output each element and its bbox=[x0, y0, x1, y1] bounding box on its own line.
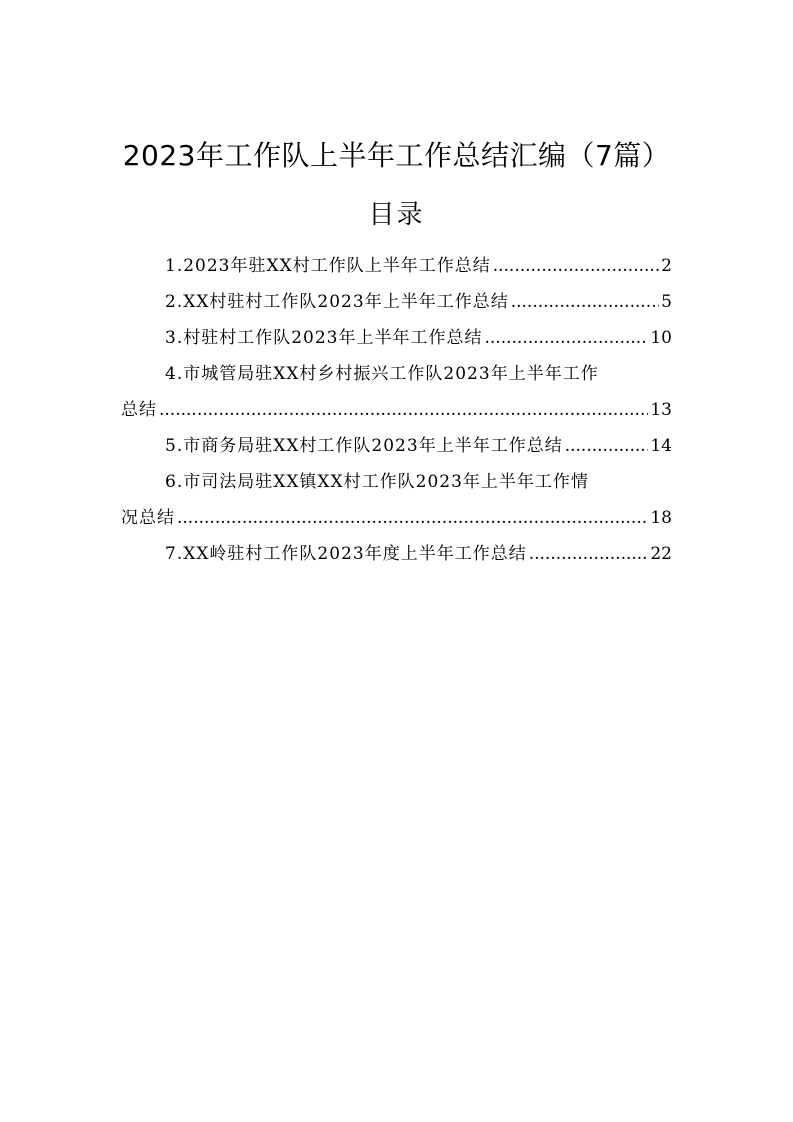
toc-leader-dots bbox=[484, 320, 648, 356]
toc-entry-4[interactable] bbox=[121, 356, 672, 428]
toc-leader-dots bbox=[159, 392, 648, 428]
toc-entry-page: 14 bbox=[650, 436, 672, 456]
toc-leader-dots bbox=[511, 284, 659, 320]
toc-entry-label: 7.XX岭驻村工作队2023年度上半年工作总结 bbox=[165, 544, 527, 564]
toc-entry-label: 5.市商务局驻XX村工作队2023年上半年工作总结 bbox=[165, 436, 563, 456]
toc-entry-page: 10 bbox=[650, 328, 672, 348]
toc-entry-line bbox=[121, 356, 672, 392]
toc-entry-7[interactable] bbox=[121, 536, 672, 572]
toc-leader-dots bbox=[177, 500, 648, 536]
document-title: 2023年工作队上半年工作总结汇编（7篇） bbox=[122, 139, 671, 172]
toc-entry-5[interactable] bbox=[121, 428, 672, 464]
toc-entry-label-line1: 4.市城管局驻XX村乡村振兴工作队2023年上半年工作 bbox=[165, 364, 599, 384]
toc-entry-line bbox=[121, 464, 672, 500]
toc-leader-dots bbox=[529, 536, 649, 572]
toc-leader-dots bbox=[565, 428, 649, 464]
toc-entry-page: 5 bbox=[661, 292, 672, 312]
table-of-contents bbox=[121, 248, 672, 572]
toc-entry-label: 2.XX村驻村工作队2023年上半年工作总结 bbox=[165, 292, 509, 312]
toc-entry-3[interactable] bbox=[121, 320, 672, 356]
toc-entry-1[interactable] bbox=[121, 248, 672, 284]
toc-entry-2[interactable] bbox=[121, 284, 672, 320]
toc-entry-page: 18 bbox=[650, 508, 672, 528]
toc-leader-dots bbox=[493, 248, 659, 284]
toc-entry-label-line2: 况总结 bbox=[121, 508, 175, 528]
toc-heading: 目录 bbox=[368, 200, 425, 230]
toc-entry-label: 1.2023年驻XX村工作队上半年工作总结 bbox=[165, 256, 491, 276]
toc-entry-page: 22 bbox=[650, 544, 672, 564]
toc-entry-page: 13 bbox=[650, 400, 672, 420]
toc-entry-line bbox=[121, 500, 672, 536]
toc-entry-page: 2 bbox=[661, 256, 672, 276]
toc-entry-label-line1: 6.市司法局驻XX镇XX村工作队2023年上半年工作情 bbox=[165, 472, 589, 492]
toc-entry-6[interactable] bbox=[121, 464, 672, 536]
toc-entry-label: 3.村驻村工作队2023年上半年工作总结 bbox=[165, 328, 483, 348]
toc-entry-line bbox=[121, 392, 672, 428]
toc-entry-label-line2: 总结 bbox=[121, 400, 157, 420]
